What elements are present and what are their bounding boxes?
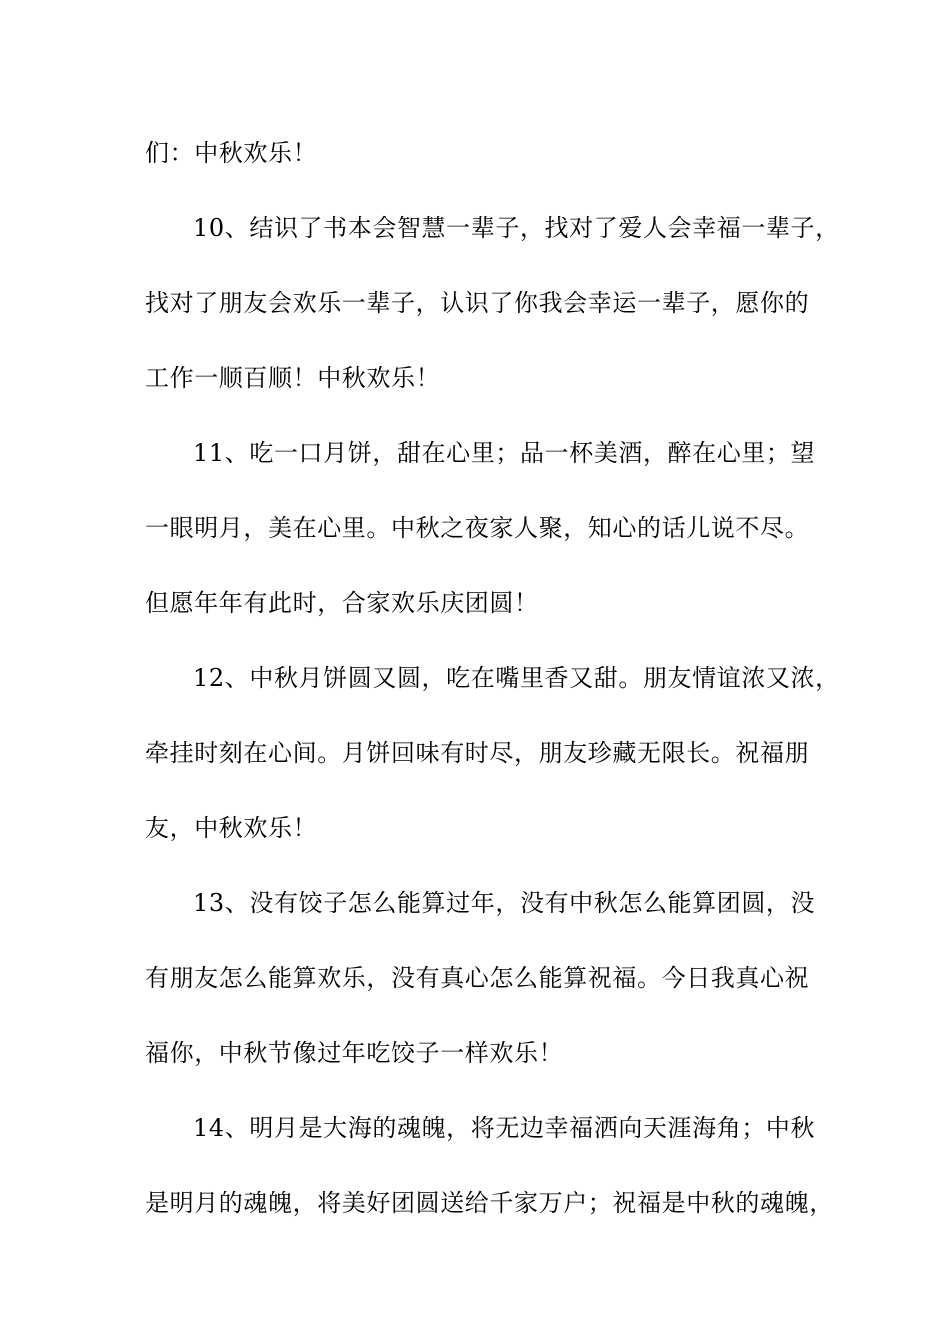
text-line: 牵挂时刻在心间。月饼回味有时尽，朋友珍藏无限长。祝福朋 (145, 739, 810, 767)
text-line: 友，中秋欢乐！ (145, 814, 318, 842)
text-line: 是明月的魂魄，将美好团圆送给千家万户；祝福是中秋的魂魄， (145, 1189, 834, 1217)
text-line: 找对了朋友会欢乐一辈子，认识了你我会幸运一辈子，愿你的 (145, 289, 810, 317)
text-line: 工作一顺百顺！中秋欢乐！ (145, 364, 441, 392)
paragraph-14-line: 14、明月是大海的魂魄，将无边幸福洒向天涯海角；中秋 (193, 1114, 816, 1142)
paragraph-12-line: 12、中秋月饼圆又圆，吃在嘴里香又甜。朋友情谊浓又浓， (193, 664, 840, 692)
text-line: 福你，中秋节像过年吃饺子一样欢乐！ (145, 1039, 564, 1067)
text-line: 但愿年年有此时，合家欢乐庆团圆！ (145, 589, 539, 617)
paragraph-10-line: 10、结识了书本会智慧一辈子，找对了爱人会幸福一辈子， (193, 214, 840, 242)
text-line: 一眼明月，美在心里。中秋之夜家人聚，知心的话儿说不尽。 (145, 514, 810, 542)
text-line: 有朋友怎么能算欢乐，没有真心怎么能算祝福。今日我真心祝 (145, 964, 810, 992)
paragraph-11-line: 11、吃一口月饼，甜在心里；品一杯美酒，醉在心里；望 (193, 439, 816, 467)
text-line: 们：中秋欢乐！ (145, 139, 318, 167)
paragraph-13-line: 13、没有饺子怎么能算过年，没有中秋怎么能算团圆，没 (193, 889, 816, 917)
